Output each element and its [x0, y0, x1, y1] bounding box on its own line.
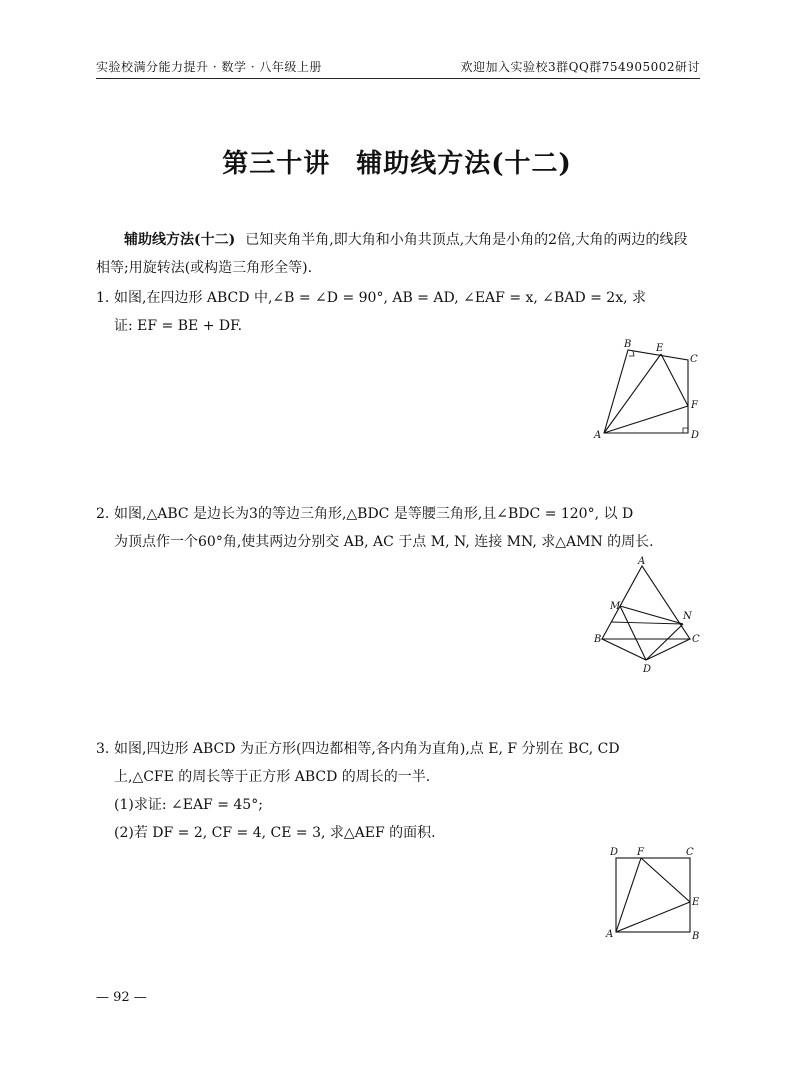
problem-line: 上,△CFE 的周长等于正方形 ABCD 的周长的一半.	[114, 769, 431, 785]
page-header	[96, 56, 700, 79]
problem-2	[96, 500, 700, 556]
fig1-label-d: D	[691, 430, 700, 441]
title-part1: 第三十讲	[222, 149, 331, 179]
fig1-label-b: B	[624, 339, 632, 350]
title-part2: 辅助线方法(十二)	[356, 149, 572, 179]
fig2-label-d: D	[643, 664, 652, 675]
problem-number: 3.	[96, 741, 110, 757]
problem-subquestion: (2)若 DF = 2, CF = 4, CE = 3, 求△AEF 的面积.	[114, 825, 436, 841]
problem-line: 为顶点作一个60°角,使其两边分别交 AB, AC 于点 M, N, 连接 MN, 求△AMN 的周长.	[114, 534, 654, 550]
intro-lead: 辅助线方法(十二)	[124, 232, 236, 248]
fig2-label-c: C	[692, 634, 700, 645]
fig1-label-a: A	[594, 430, 602, 441]
fig3-label-b: B	[692, 931, 700, 942]
fig2-label-n: N	[683, 611, 692, 622]
problem-number: 2.	[96, 506, 110, 522]
fig3-label-c: C	[686, 847, 694, 858]
problem-1	[96, 284, 700, 340]
problem-3	[96, 735, 700, 847]
fig3-label-d: D	[610, 847, 619, 858]
figure-1	[590, 338, 706, 442]
fig2-label-a: A	[638, 556, 646, 567]
fig2-label-m: M	[610, 601, 621, 612]
fig1-label-c: C	[690, 354, 698, 365]
figure-3	[600, 842, 710, 942]
problem-line: 如图,△ABC 是边长为3的等边三角形,△BDC 是等腰三角形,且∠BDC = 120°, 以 D	[114, 506, 634, 522]
fig2-label-b: B	[594, 634, 602, 645]
header-right: 欢迎加入实验校3群QQ群754905002研讨	[460, 60, 700, 74]
fig3-label-f: F	[637, 847, 644, 858]
intro-paragraph	[96, 226, 700, 282]
fig3-label-a: A	[606, 929, 614, 940]
page-number: — 92 —	[96, 990, 147, 1005]
fig1-label-f: F	[691, 400, 698, 411]
problem-subquestion: (1)求证: ∠EAF = 45°;	[114, 797, 263, 813]
figure-2	[592, 554, 706, 678]
problem-line: 如图,在四边形 ABCD 中,∠B = ∠D = 90°, AB = AD, ∠EAF = x, ∠BAD = 2x, 求	[114, 290, 646, 306]
intro-text: 已知夹角半角,即大角和小角共顶点,大角是小角的2倍,大角的两边的线段相等;用旋转法(或构造三角形全等).	[96, 232, 688, 276]
page-title	[0, 143, 794, 180]
problem-number: 1.	[96, 290, 110, 306]
fig3-label-e: E	[692, 897, 700, 908]
problem-line: 如图,四边形 ABCD 为正方形(四边都相等,各内角为直角),点 E, F 分别在 BC, CD	[114, 741, 620, 757]
fig1-label-e: E	[656, 343, 664, 354]
header-left: 实验校满分能力提升 · 数学 · 八年级上册	[96, 60, 322, 74]
problem-line: 证: EF = BE + DF.	[114, 318, 243, 334]
